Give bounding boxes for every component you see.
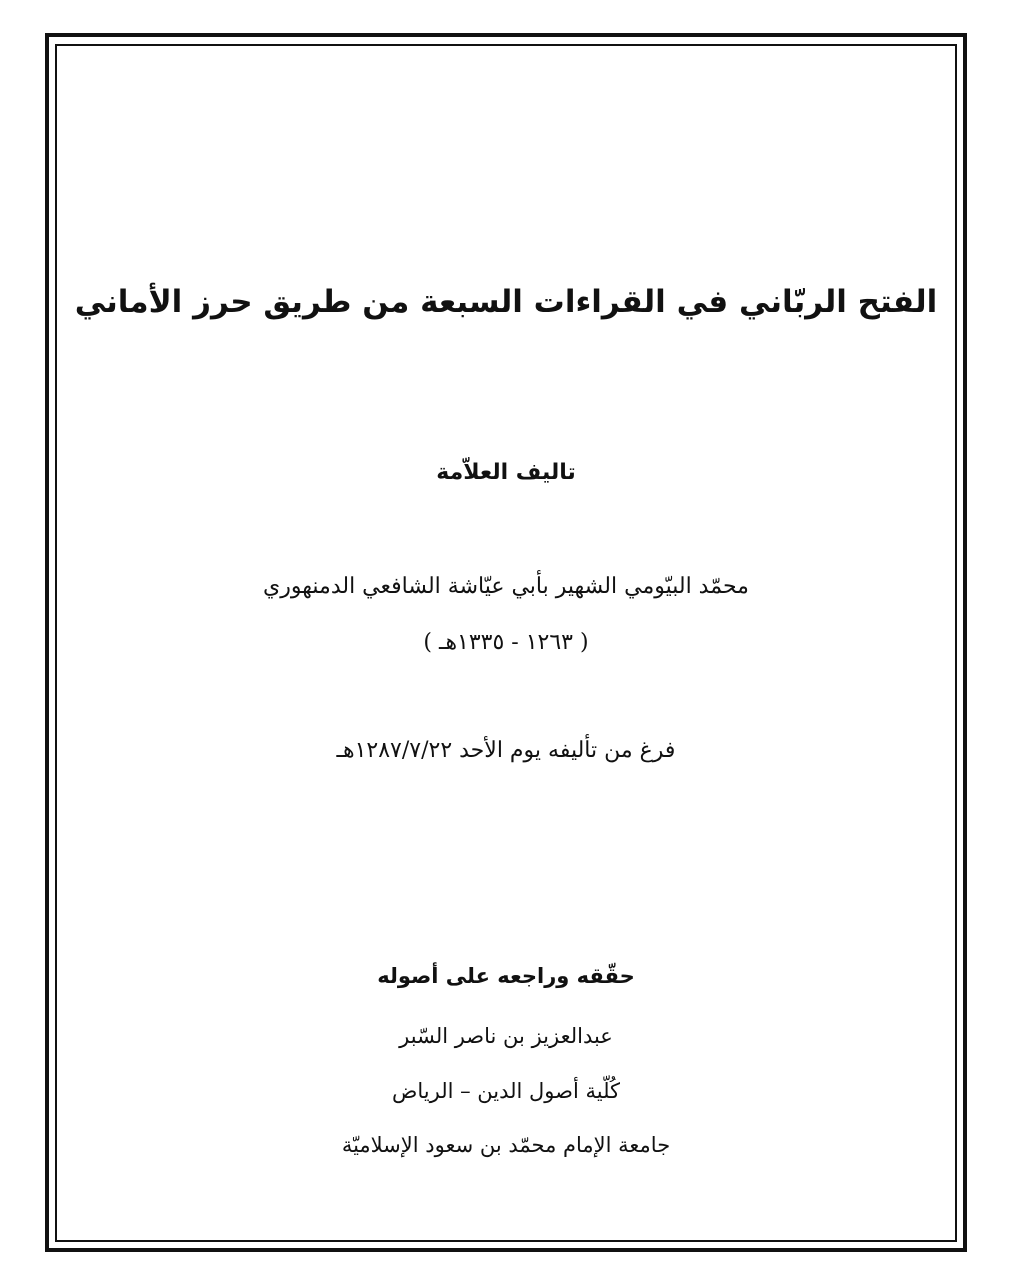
editor-name: عبدالعزيز بن ناصر السّبر: [399, 1024, 613, 1048]
book-title: الفتح الربّاني في القراءات السبعة من طريق حرز الأماني: [74, 284, 938, 320]
editor-heading: حقّقه وراجعه على أصوله: [377, 964, 635, 988]
editor-university: جامعة الإمام محمّد بن سعود الإسلاميّة: [341, 1133, 671, 1157]
editor-college: كُلّية أصول الدين – الرياض: [391, 1079, 621, 1103]
author-dates: ( ١٢٦٣ - ١٣٣٥هـ ): [423, 630, 589, 655]
author-name: محمّد البيّومي الشهير بأبي عيّاشة الشافعي الدمنهوري: [263, 574, 749, 599]
completion-note: فرغ من تأليفه يوم الأحد ١٢٨٧/٧/٢٢هـ: [336, 738, 676, 763]
author-heading: تاليف العلاّمة: [436, 460, 576, 485]
